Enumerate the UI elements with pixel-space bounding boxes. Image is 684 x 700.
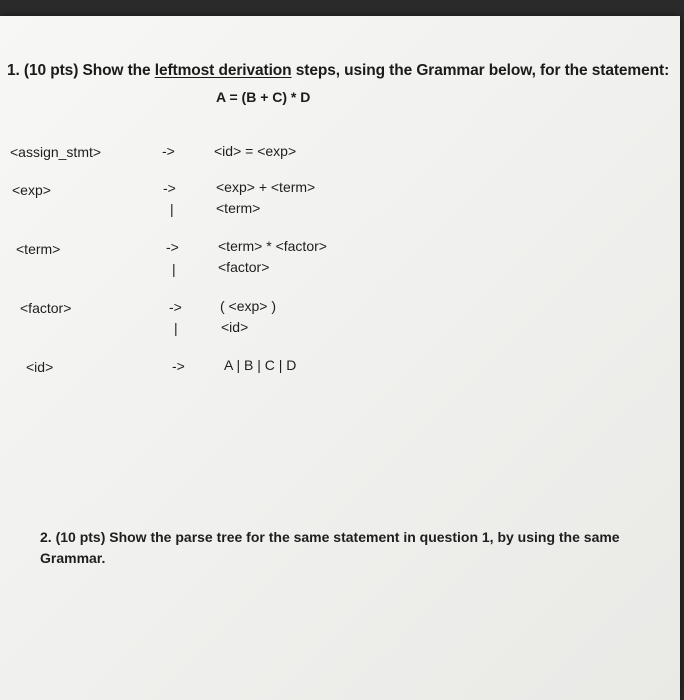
grammar-rhs-assign-stmt: <id> = <exp> [214, 143, 297, 159]
grammar-arrow-exp: -> [163, 180, 176, 196]
grammar-alt-term: <factor> [218, 259, 270, 275]
grammar-arrow-term: -> [166, 239, 179, 255]
grammar-lhs-id: <id> [26, 359, 54, 375]
grammar-alt-factor: <id> [221, 319, 249, 335]
grammar-alt-bar-factor: | [174, 320, 178, 336]
grammar-arrow-assign-stmt: -> [162, 143, 175, 159]
question-1-prefix: 1. (10 pts) Show the [7, 62, 155, 79]
worksheet-page [0, 16, 680, 700]
question-1-heading [7, 62, 669, 80]
grammar-rhs-id: A | B | C | D [224, 357, 297, 373]
grammar-alt-bar-exp: | [170, 201, 174, 217]
grammar-lhs-factor: <factor> [20, 300, 72, 316]
question-2-text: 2. (10 pts) Show the parse tree for the same statement in question 1, by using the same Grammar. [40, 529, 620, 566]
target-statement: A = (B + C) * D [216, 89, 311, 105]
grammar-rhs-term: <term> * <factor> [218, 238, 327, 254]
question-1-suffix: steps, using the Grammar below, for the statement: [291, 62, 670, 79]
grammar-arrow-factor: -> [169, 299, 182, 315]
question-1-underlined-term: leftmost derivation [154, 62, 292, 79]
grammar-rhs-exp: <exp> + <term> [216, 179, 316, 195]
grammar-lhs-assign-stmt: <assign_stmt> [10, 144, 102, 160]
grammar-arrow-id: -> [172, 358, 185, 374]
grammar-alt-bar-term: | [172, 261, 176, 277]
grammar-alt-exp: <term> [216, 200, 261, 216]
grammar-lhs-term: <term> [16, 241, 61, 257]
grammar-rhs-factor: ( <exp> ) [220, 298, 277, 314]
grammar-lhs-exp: <exp> [12, 182, 51, 198]
